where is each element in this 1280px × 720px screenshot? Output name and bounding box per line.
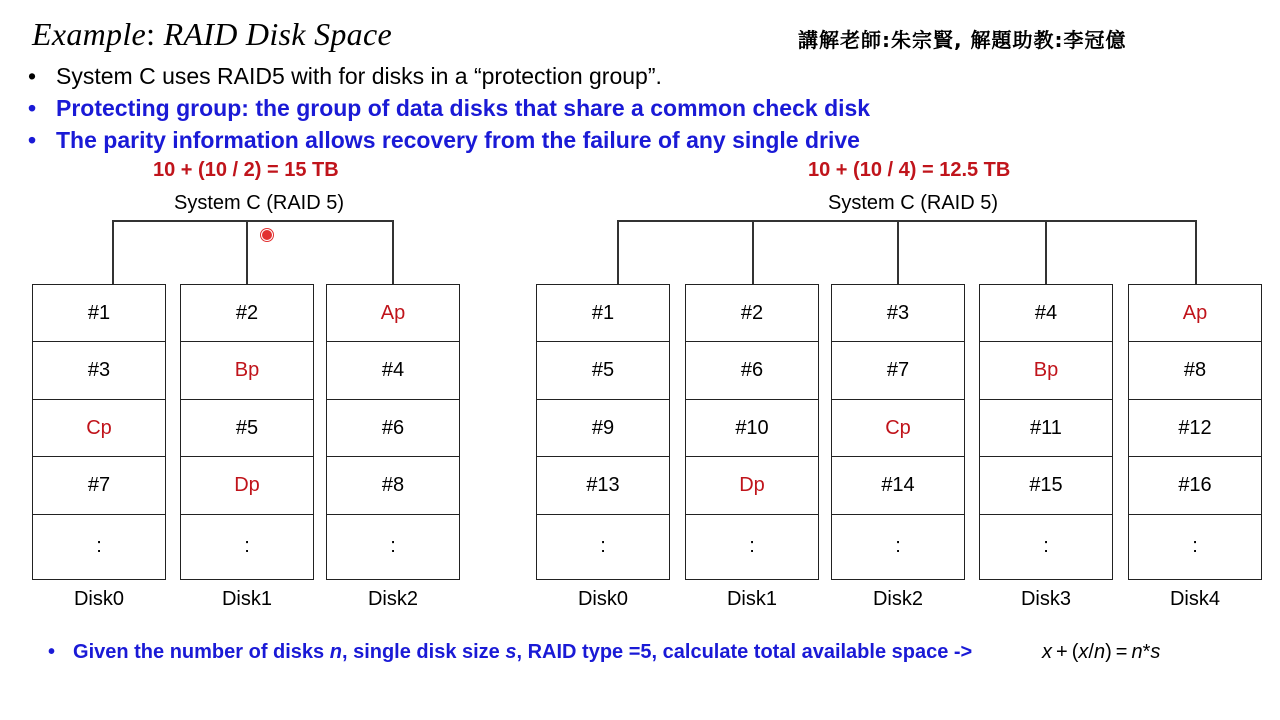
data-block: : — [749, 535, 755, 557]
credits: 講解老師:朱宗賢, 解題助教:李冠億 — [798, 28, 1127, 52]
right-tree-drop — [1045, 220, 1047, 284]
disk-label: Disk4 — [1169, 588, 1220, 610]
disk-label: Disk2 — [367, 588, 418, 610]
bullet-dot: • — [28, 127, 37, 153]
data-block: #4 — [327, 343, 459, 400]
data-block: #5 — [181, 400, 313, 457]
data-block: #3 — [832, 285, 964, 342]
title-prefix: Example — [32, 16, 147, 52]
disk-disk0 — [536, 284, 670, 580]
var-n: n — [329, 641, 342, 663]
right-tree-drop — [617, 220, 619, 284]
parity-block: Ap — [1129, 285, 1261, 342]
data-block: #15 — [980, 458, 1112, 515]
question-text: , RAID type =5, calculate total available space -> — [516, 641, 973, 663]
data-block: #1 — [537, 285, 669, 342]
data-block: : — [600, 535, 606, 557]
data-block: #10 — [686, 400, 818, 457]
left-system-label: System C (RAID 5) — [174, 192, 345, 214]
left-tree-drop — [392, 220, 394, 284]
data-block: #16 — [1129, 458, 1261, 515]
disk-label: Disk0 — [73, 588, 124, 610]
data-block: #7 — [33, 458, 165, 515]
data-block: #3 — [33, 343, 165, 400]
bullet-dot: • — [28, 63, 37, 89]
data-block: : — [96, 535, 102, 557]
data-block: : — [390, 535, 396, 557]
disk-label: Disk1 — [726, 588, 777, 610]
data-block: #12 — [1129, 400, 1261, 457]
disk-disk1 — [180, 284, 314, 580]
bullet-text: System C uses RAID5 with for disks in a “protection group”. — [56, 63, 662, 89]
left-tree-drop — [112, 220, 114, 284]
data-block: #11 — [980, 400, 1112, 457]
bullet-list — [28, 60, 1228, 156]
bullet-dot: • — [28, 95, 37, 121]
bullet-item — [28, 60, 1228, 92]
question-text: Given the number of disks — [73, 641, 330, 663]
data-block: #4 — [980, 285, 1112, 342]
data-block: #2 — [181, 285, 313, 342]
parity-block: Cp — [33, 400, 165, 457]
pointer-cursor — [261, 229, 273, 241]
disk-disk2 — [831, 284, 965, 580]
disk-label: Disk1 — [221, 588, 272, 610]
data-block: : — [1192, 535, 1198, 557]
data-block: #9 — [537, 400, 669, 457]
right-formula: 10 + (10 / 4) = 12.5 TB — [808, 159, 1011, 181]
question-text: , single disk size — [341, 641, 506, 663]
parity-block: Dp — [686, 458, 818, 515]
bottom-question — [48, 641, 972, 664]
slide-title — [32, 16, 392, 53]
data-block: #8 — [327, 458, 459, 515]
disk-label: Disk0 — [577, 588, 628, 610]
left-formula: 10 + (10 / 2) = 15 TB — [153, 159, 339, 181]
parity-block: Ap — [327, 285, 459, 342]
right-tree-drop — [752, 220, 754, 284]
data-block: #6 — [686, 343, 818, 400]
data-block: #1 — [33, 285, 165, 342]
data-block: #13 — [537, 458, 669, 515]
parity-block: Bp — [980, 343, 1112, 400]
data-block: #8 — [1129, 343, 1261, 400]
disk-label: Disk2 — [872, 588, 923, 610]
title-main: RAID Disk Space — [163, 16, 392, 52]
disk-disk1 — [685, 284, 819, 580]
bullet-item — [28, 92, 1228, 124]
data-block: #5 — [537, 343, 669, 400]
data-block: #14 — [832, 458, 964, 515]
right-tree-bar — [617, 220, 1197, 222]
right-tree-drop — [897, 220, 899, 284]
right-tree-drop — [1195, 220, 1197, 284]
data-block: #2 — [686, 285, 818, 342]
bullet-dot: • — [48, 641, 56, 663]
bullet-text: The parity information allows recovery from the failure of any single drive — [56, 127, 860, 153]
left-tree-bar — [112, 220, 394, 222]
data-block: : — [895, 535, 901, 557]
data-block: #6 — [327, 400, 459, 457]
parity-block: Dp — [181, 458, 313, 515]
disk-label: Disk3 — [1020, 588, 1071, 610]
data-block: : — [1043, 535, 1049, 557]
title-separator: : — [146, 16, 164, 52]
data-block: : — [244, 535, 250, 557]
data-block: #7 — [832, 343, 964, 400]
left-tree-drop — [246, 220, 248, 284]
bullet-text: Protecting group: the group of data disks that share a common check disk — [56, 95, 871, 121]
right-system-label: System C (RAID 5) — [828, 192, 999, 214]
parity-block: Cp — [832, 400, 964, 457]
disk-disk0 — [32, 284, 166, 580]
bullet-item — [28, 124, 1228, 156]
parity-block: Bp — [181, 343, 313, 400]
disk-disk3 — [979, 284, 1113, 580]
equation: x + (x/n) = n*s — [1042, 641, 1161, 663]
var-s: s — [505, 641, 517, 663]
disk-disk2 — [326, 284, 460, 580]
disk-disk4 — [1128, 284, 1262, 580]
